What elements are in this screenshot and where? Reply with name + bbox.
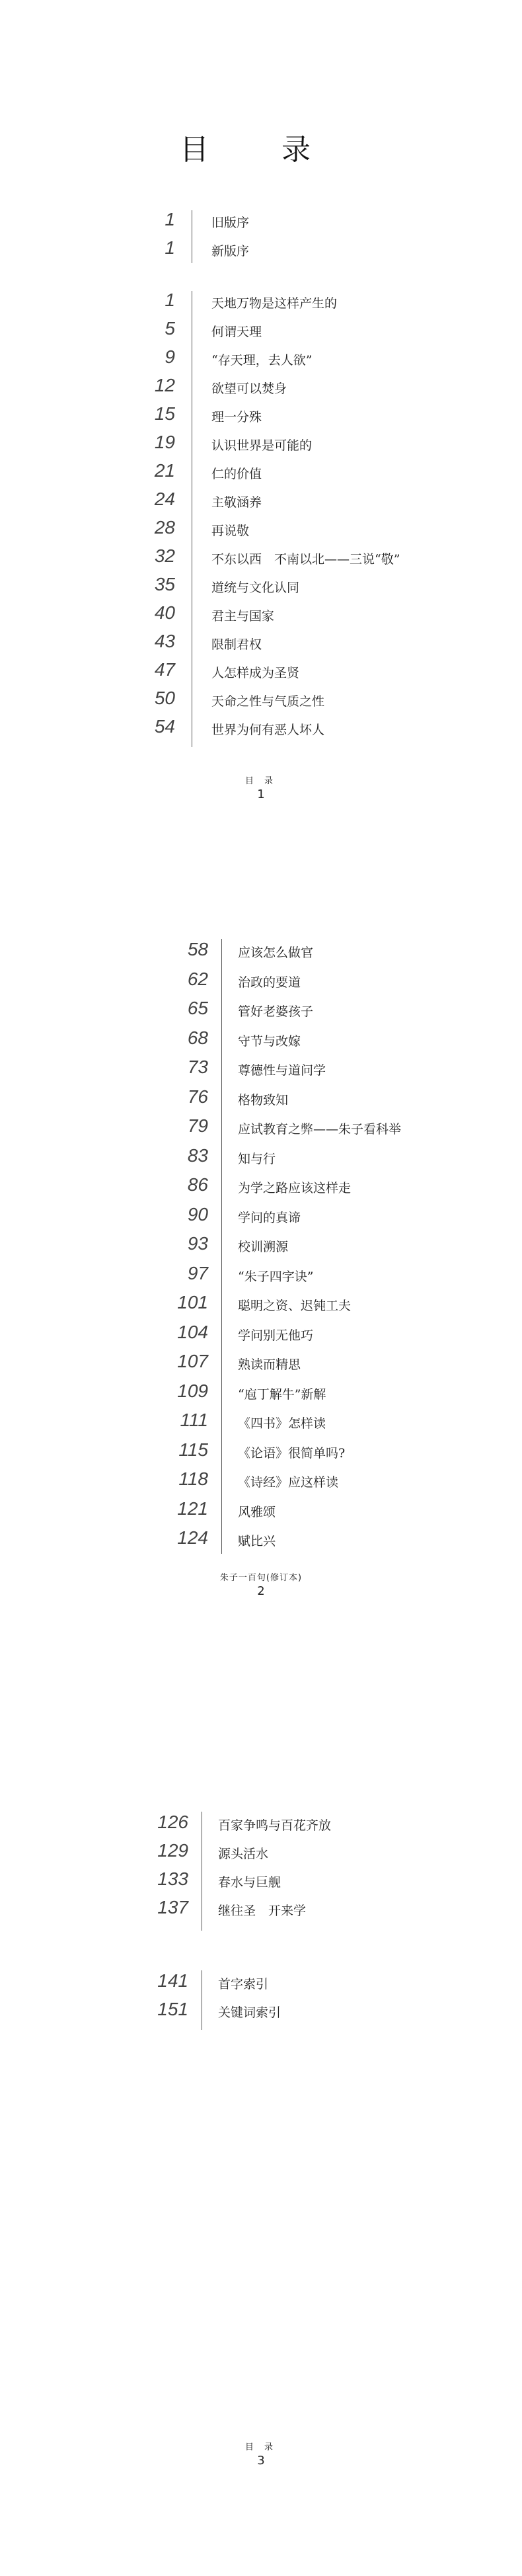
toc-entry-title: 人怎样成为圣贤 <box>211 666 300 680</box>
toc-entry-title: 《四书》怎样读 <box>238 1416 326 1431</box>
toc-entry-title: 何谓天理 <box>211 325 262 339</box>
toc-entry[interactable] <box>0 1438 522 1467</box>
toc-entry[interactable] <box>0 996 522 1026</box>
toc-page-number: 121 <box>177 1498 208 1519</box>
toc-entry-title: 首字索引 <box>218 1977 269 1992</box>
toc-entry[interactable] <box>0 1085 522 1114</box>
toc-page-number: 151 <box>157 1999 188 2019</box>
toc-page-number: 115 <box>178 1439 208 1460</box>
toc-page-number: 93 <box>187 1233 208 1254</box>
toc-page-number: 5 <box>165 318 175 339</box>
toc-entry[interactable] <box>0 544 522 573</box>
toc-entry[interactable] <box>0 345 522 374</box>
toc-entry-title: 认识世界是可能的 <box>211 438 313 453</box>
toc-entry-title: 主敬涵养 <box>211 495 262 510</box>
toc-entry-title: 知与行 <box>238 1151 276 1166</box>
toc-entry[interactable] <box>0 1839 522 1868</box>
toc-entry[interactable] <box>0 1291 522 1320</box>
toc-page-number: 68 <box>187 1027 208 1048</box>
toc-entry-title: 源头活水 <box>218 1847 269 1861</box>
toc-entry[interactable] <box>0 715 522 744</box>
toc-page-number: 40 <box>154 602 175 623</box>
toc-entry-title: 学问的真谛 <box>238 1210 301 1225</box>
toc-entry-title: 新版序 <box>211 244 250 259</box>
toc-entry[interactable] <box>0 430 522 460</box>
toc-entry-title: 格物致知 <box>238 1092 289 1107</box>
toc-entry-title: 《诗经》应这样读 <box>238 1475 339 1490</box>
toc-page-number: 32 <box>154 545 175 566</box>
toc-entry-title: 欲望可以焚身 <box>211 382 287 396</box>
toc-entry[interactable] <box>0 1969 522 1998</box>
page-number: 1 <box>257 787 265 801</box>
toc-entry[interactable] <box>0 1262 522 1291</box>
toc-entry[interactable] <box>0 629 522 659</box>
toc-page-number: 109 <box>177 1380 208 1401</box>
footer-label: 目 录 <box>244 776 278 786</box>
toc-entry-title: 关键词索引 <box>218 2005 281 2020</box>
toc-page-number: 1 <box>165 209 175 229</box>
toc-page-number: 141 <box>157 1970 188 1991</box>
toc-page-number: 15 <box>154 403 175 424</box>
toc-entry[interactable] <box>0 459 522 488</box>
toc-entry[interactable] <box>0 1379 522 1408</box>
toc-page-number: 83 <box>187 1145 208 1166</box>
footer-label: 朱子一百句(修订本) <box>219 1573 303 1583</box>
toc-page-number: 76 <box>187 1086 208 1107</box>
toc-page-number: 137 <box>157 1897 188 1917</box>
toc-entry[interactable] <box>0 1497 522 1526</box>
toc-entry[interactable] <box>0 1114 522 1143</box>
footer-label: 目 录 <box>244 2442 278 2452</box>
toc-entry-title: 天命之性与气质之性 <box>211 694 325 709</box>
toc-entry[interactable] <box>0 1144 522 1173</box>
toc-entry[interactable] <box>0 658 522 687</box>
toc-page-number: 43 <box>154 631 175 651</box>
toc-entry-title: “庖丁解牛”新解 <box>238 1387 326 1402</box>
toc-entry-title: 仁的价值 <box>211 467 262 481</box>
toc-entry-title: 为学之路应该这样走 <box>238 1181 352 1195</box>
toc-page-number: 73 <box>187 1057 208 1077</box>
toc-page-number: 28 <box>154 517 175 538</box>
toc-page-number: 9 <box>165 346 175 367</box>
toc-page-number: 107 <box>177 1351 208 1371</box>
toc-page-1 <box>0 0 522 860</box>
toc-entry-title: “存天理，去人欲” <box>211 353 313 368</box>
toc-entry[interactable] <box>0 1810 522 1839</box>
toc-entry-title: 再说敬 <box>211 524 250 538</box>
toc-entry-title: 守节与改嫁 <box>238 1033 301 1049</box>
toc-entry-title: 《论语》很简单吗? <box>238 1445 346 1461</box>
toc-page-number: 1 <box>165 290 175 310</box>
toc-page-number: 126 <box>157 1812 188 1832</box>
toc-entry[interactable] <box>0 208 522 237</box>
toc-page-number: 118 <box>178 1469 208 1489</box>
toc-entry[interactable] <box>0 402 522 431</box>
toc-entry-title: 应该怎么做官 <box>238 946 314 960</box>
toc-entry-title: 管好老婆孩子 <box>238 1004 314 1019</box>
toc-entry-title: 风雅颂 <box>238 1504 276 1519</box>
toc-entry[interactable] <box>0 686 522 715</box>
toc-page-number: 104 <box>177 1321 208 1342</box>
toc-entry[interactable] <box>0 288 522 317</box>
toc-entry[interactable] <box>0 967 522 996</box>
page-title: 目 录 <box>180 133 342 167</box>
toc-entry-title: 聪明之资、迟钝工夫 <box>238 1299 352 1313</box>
toc-entry-title: 理一分殊 <box>211 410 262 424</box>
toc-page-number: 101 <box>177 1292 208 1312</box>
toc-entry[interactable] <box>0 1349 522 1379</box>
toc-page-number: 24 <box>154 489 175 509</box>
toc-page-number: 111 <box>180 1410 208 1430</box>
toc-entry[interactable] <box>0 1203 522 1232</box>
toc-page-number: 86 <box>187 1174 208 1195</box>
toc-page-2 <box>0 860 522 1660</box>
toc-entry-title: 君主与国家 <box>211 609 275 624</box>
toc-entry[interactable] <box>0 1232 522 1261</box>
toc-entry[interactable] <box>0 516 522 545</box>
toc-page-number: 124 <box>177 1527 208 1548</box>
toc-entry[interactable] <box>0 1526 522 1555</box>
toc-entry-title: 校训溯源 <box>238 1240 289 1254</box>
page-footer <box>0 774 522 801</box>
toc-entry-title: 学问别无他巧 <box>238 1328 314 1343</box>
toc-page-number: 12 <box>154 375 175 395</box>
toc-entry[interactable] <box>0 1867 522 1896</box>
toc-page-3 <box>0 1660 522 2576</box>
toc-page-number: 129 <box>157 1840 188 1861</box>
toc-entry-title: 继往圣 开来学 <box>218 1904 307 1918</box>
page-footer <box>0 2440 522 2468</box>
toc-page-number: 90 <box>187 1203 208 1225</box>
toc-entry[interactable] <box>0 236 522 265</box>
toc-entry-title: 应试教育之弊——朱子看科举 <box>238 1122 402 1137</box>
toc-entry-title: 限制君权 <box>211 637 262 652</box>
toc-page-number: 35 <box>154 574 175 594</box>
toc-entry-title: 尊德性与道问学 <box>238 1063 326 1078</box>
toc-entry[interactable] <box>0 317 522 346</box>
toc-page-number: 50 <box>154 688 175 708</box>
toc-page-number: 65 <box>187 998 208 1018</box>
toc-entry-title: 不东以西 不南以北——三说“敬” <box>211 552 400 567</box>
toc-entry[interactable] <box>0 573 522 602</box>
toc-page-number: 1 <box>165 237 175 258</box>
toc-entry-title: 春水与巨舰 <box>218 1875 281 1890</box>
toc-entry[interactable] <box>0 374 522 403</box>
toc-page-number: 62 <box>187 968 208 989</box>
toc-page-number: 133 <box>157 1869 188 1889</box>
toc-page-number: 58 <box>187 939 208 959</box>
toc-entry[interactable] <box>0 1320 522 1349</box>
toc-entry-title: “朱子四字诀” <box>238 1269 314 1284</box>
toc-entry-title: 熟读而精思 <box>238 1357 301 1372</box>
toc-entry[interactable] <box>0 938 522 967</box>
toc-entry[interactable] <box>0 1997 522 2027</box>
toc-entry[interactable] <box>0 1896 522 1925</box>
toc-entry[interactable] <box>0 1408 522 1437</box>
toc-entry-title: 天地万物是这样产生的 <box>211 296 338 311</box>
toc-entry[interactable] <box>0 487 522 516</box>
toc-page-number: 54 <box>154 716 175 737</box>
toc-entry-title: 旧版序 <box>211 216 250 230</box>
toc-page-number: 47 <box>154 659 175 680</box>
toc-entry-title: 百家争鸣与百花齐放 <box>218 1818 332 1833</box>
toc-entry[interactable] <box>0 1173 522 1202</box>
page-footer <box>0 1570 522 1598</box>
toc-entry[interactable] <box>0 1467 522 1496</box>
toc-page-number: 19 <box>154 432 175 452</box>
toc-entry-title: 赋比兴 <box>238 1534 276 1549</box>
toc-entry[interactable] <box>0 1026 522 1055</box>
page-number: 3 <box>257 2454 265 2468</box>
toc-entry-title: 道统与文化认同 <box>211 581 300 595</box>
toc-page-number: 21 <box>154 460 175 481</box>
toc-entry-title: 治政的要道 <box>238 975 301 990</box>
page-number: 2 <box>257 1584 265 1598</box>
toc-entry-title: 世界为何有恶人坏人 <box>211 723 325 737</box>
toc-page-number: 97 <box>187 1262 208 1283</box>
toc-entry[interactable] <box>0 601 522 630</box>
toc-page-number: 79 <box>187 1115 208 1136</box>
toc-entry[interactable] <box>0 1055 522 1084</box>
